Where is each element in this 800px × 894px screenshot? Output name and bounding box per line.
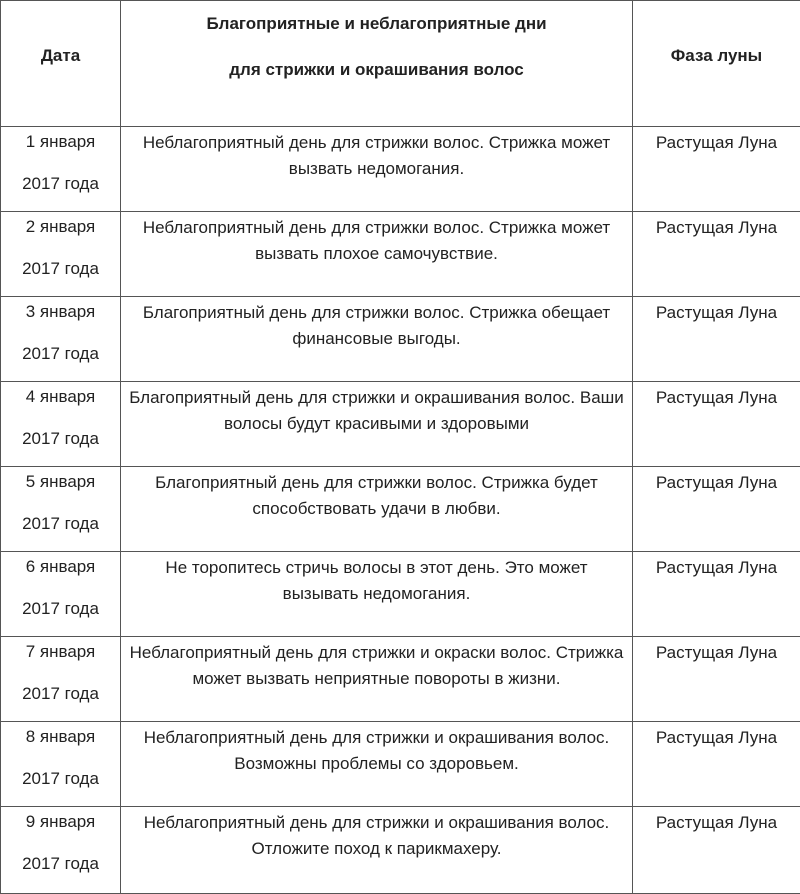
date-cell — [1, 722, 121, 807]
date-cell — [1, 382, 121, 467]
header-description — [121, 1, 633, 127]
table-row — [1, 552, 800, 637]
date-day: 1 января — [1, 127, 120, 164]
description-cell: Благоприятный день для стрижки и окрашивания волос. Ваши волосы будут красивыми и здоровыми — [121, 382, 633, 467]
date-year: 2017 года — [1, 843, 120, 885]
description-cell: Неблагоприятный день для стрижки волос. Стрижка может вызвать плохое самочувствие. — [121, 212, 633, 297]
description-cell: Благоприятный день для стрижки волос. Стрижка будет способствовать удачи в любви. — [121, 467, 633, 552]
date-day: 9 января — [1, 807, 120, 844]
description-cell: Не торопитесь стричь волосы в этот день. Это может вызывать недомогания. — [121, 552, 633, 637]
moon-phase-cell: Растущая Луна — [633, 467, 800, 552]
moon-phase-cell: Растущая Луна — [633, 552, 800, 637]
date-cell — [1, 297, 121, 382]
date-year: 2017 года — [1, 418, 120, 460]
moon-phase-cell: Растущая Луна — [633, 382, 800, 467]
date-day: 8 января — [1, 722, 120, 759]
date-year: 2017 года — [1, 758, 120, 800]
moon-phase-cell: Растущая Луна — [633, 212, 800, 297]
description-cell: Неблагоприятный день для стрижки и окрашивания волос. Возможны проблемы со здоровьем. — [121, 722, 633, 807]
date-cell — [1, 467, 121, 552]
table-row — [1, 127, 800, 212]
table-row — [1, 212, 800, 297]
date-cell — [1, 807, 121, 894]
moon-phase-cell: Растущая Луна — [633, 637, 800, 722]
table-row — [1, 722, 800, 807]
date-year: 2017 года — [1, 248, 120, 290]
date-year: 2017 года — [1, 163, 120, 205]
date-cell — [1, 127, 121, 212]
header-description-line1: Благоприятные и неблагоприятные дни — [121, 1, 632, 47]
header-date: Дата — [1, 1, 121, 127]
header-moon-phase: Фаза луны — [633, 1, 800, 127]
date-year: 2017 года — [1, 333, 120, 375]
description-cell: Неблагоприятный день для стрижки и окраски волос. Стрижка может вызвать неприятные повороты в жизни. — [121, 637, 633, 722]
moon-phase-cell: Растущая Луна — [633, 807, 800, 894]
moon-phase-cell: Растущая Луна — [633, 297, 800, 382]
date-cell — [1, 552, 121, 637]
date-cell — [1, 212, 121, 297]
date-year: 2017 года — [1, 588, 120, 630]
table-row — [1, 467, 800, 552]
date-day: 3 января — [1, 297, 120, 334]
table-header-row — [1, 1, 800, 127]
table-row — [1, 297, 800, 382]
table-row — [1, 637, 800, 722]
moon-phase-cell: Растущая Луна — [633, 127, 800, 212]
moon-phase-cell: Растущая Луна — [633, 722, 800, 807]
date-year: 2017 года — [1, 503, 120, 545]
date-day: 5 января — [1, 467, 120, 504]
header-description-line2: для стрижки и окрашивания волос — [121, 47, 632, 93]
table-row — [1, 382, 800, 467]
date-day: 6 января — [1, 552, 120, 589]
date-day: 2 января — [1, 212, 120, 249]
description-cell: Неблагоприятный день для стрижки волос. Стрижка может вызвать недомогания. — [121, 127, 633, 212]
description-cell: Неблагоприятный день для стрижки и окрашивания волос. Отложите поход к парикмахеру. — [121, 807, 633, 894]
date-day: 7 января — [1, 637, 120, 674]
description-cell: Благоприятный день для стрижки волос. Стрижка обещает финансовые выгоды. — [121, 297, 633, 382]
date-day: 4 января — [1, 382, 120, 419]
date-year: 2017 года — [1, 673, 120, 715]
table-row — [1, 807, 800, 894]
date-cell — [1, 637, 121, 722]
